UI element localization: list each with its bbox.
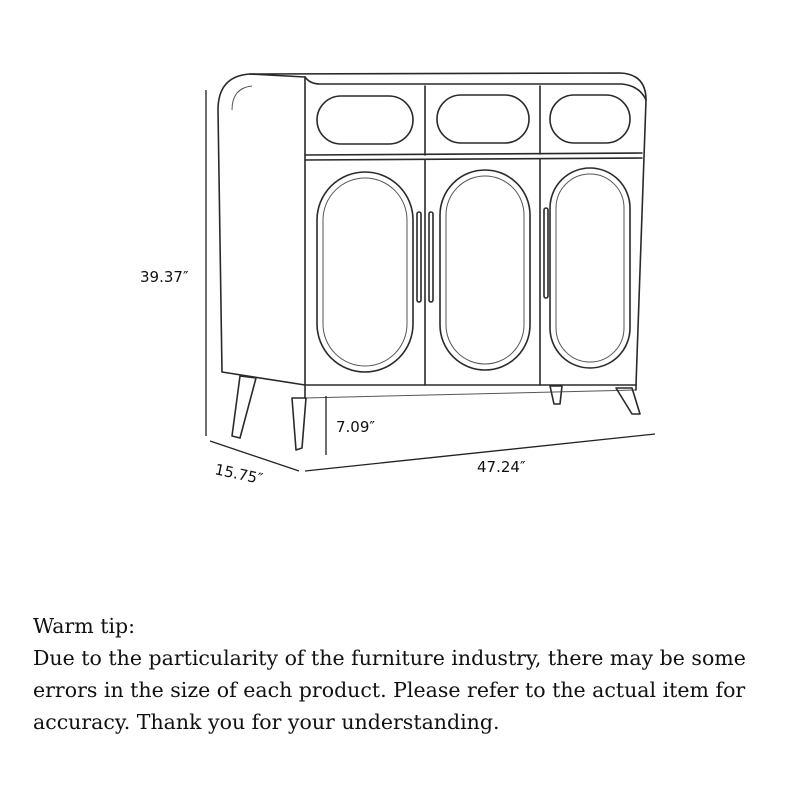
door-panel-2 xyxy=(440,170,530,370)
drawer-panel-1 xyxy=(317,96,413,144)
leg-front-right xyxy=(616,388,640,414)
handle-middle-left xyxy=(429,212,433,302)
cabinet-side-panel xyxy=(218,74,305,385)
leg-front-left xyxy=(292,398,306,450)
door-panel-1 xyxy=(317,172,413,372)
cabinet xyxy=(218,73,646,398)
width-label: 47.24″ xyxy=(477,458,526,476)
doors xyxy=(317,168,630,372)
leg-back-left xyxy=(232,376,256,438)
drawers xyxy=(317,95,630,144)
drawer-panel-2 xyxy=(437,95,529,143)
dimension-lines xyxy=(206,90,655,471)
leg-back-right xyxy=(550,386,562,404)
cabinet-front xyxy=(305,77,646,385)
door-handles xyxy=(417,208,548,302)
handle-left xyxy=(417,212,421,302)
warm-tip-body: Due to the particularity of the furniture industry, there may be some errors in the size of each product. Please refer to the actual item for accuracy. Thank you for your understanding. xyxy=(33,646,746,734)
dimension-labels xyxy=(140,268,526,488)
door-panel-3 xyxy=(550,168,630,368)
cabinet-top xyxy=(250,73,646,100)
warm-tip xyxy=(33,610,773,738)
legs xyxy=(232,376,640,450)
height-label: 39.37″ xyxy=(140,268,189,286)
depth-label: 15.75″ xyxy=(213,460,265,489)
leg-height-label: 7.09″ xyxy=(336,418,376,436)
handle-middle-right xyxy=(544,208,548,298)
warm-tip-title: Warm tip: xyxy=(33,614,136,638)
drawer-panel-3 xyxy=(550,95,630,143)
